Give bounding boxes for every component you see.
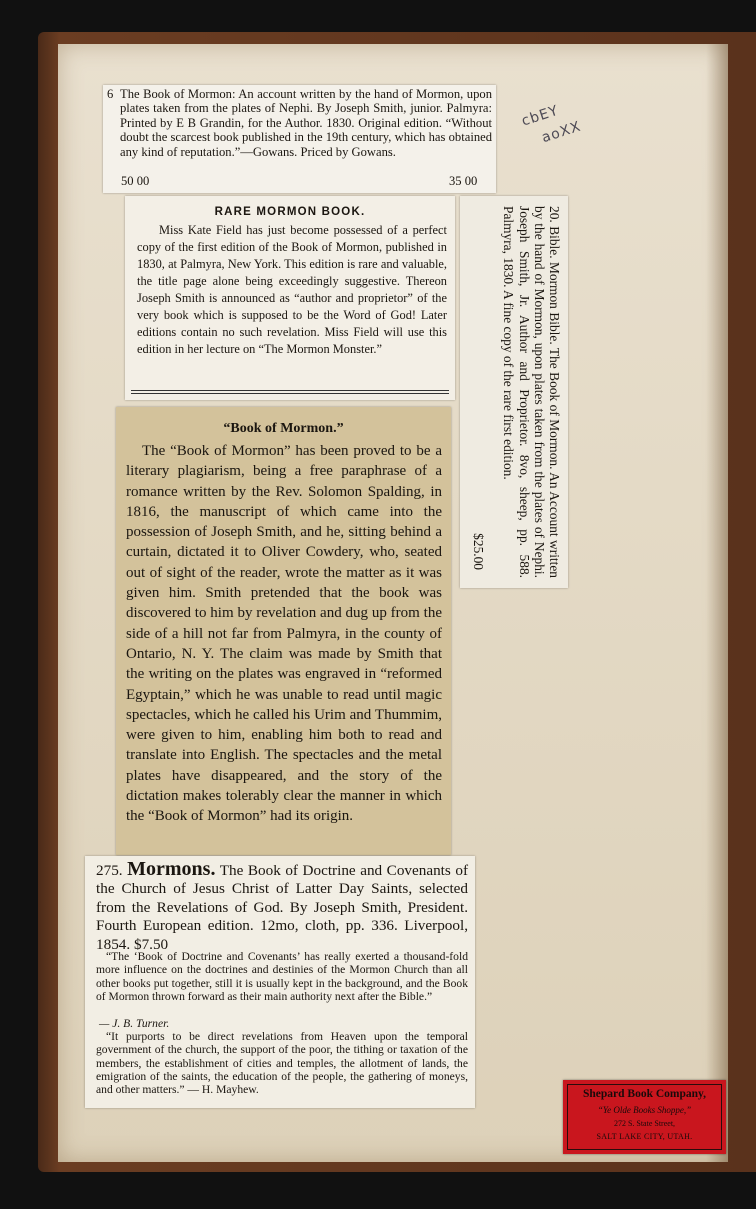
- clipping-book-of-mormon-article: [116, 407, 451, 855]
- lot-number: 6: [107, 87, 114, 101]
- bookseller-label: [563, 1080, 726, 1154]
- listing-price: $25.00: [471, 533, 486, 570]
- article-title: “Book of Mormon.”: [223, 421, 344, 436]
- divider: [131, 393, 449, 394]
- clipping-book-of-mormon-listing: [103, 85, 496, 193]
- article-text: The “Book of Mormon” has been proved to be a literary plagiarism, being a free paraphrase of a romance written by the Rev. Solomon Spalding, in 1816, the manuscript of which came into the possession of Joseph Smith, and he, sitting behind a curtain, dictated it to Oliver Cowdery, who, seated out of sight of the reader, wrote the matter as it was given him. Smith pretended that the book was discovered to him by revelation and dug up from the side of a hill not far from Palmyra, in the county of Ontario, N. Y. The claim was made by Smith that the writing on the plates was engraved in “reformed Egyptain,” which he was unable to read until magic spectacles, which he called his Urim and Thummim, were given to him, enabling him both to read and translate into English. The spectacles and the metal plates have disappeared, and the story of the dictation makes tolerably clear the manner in which the “Book of Mormon” had its origin.: [126, 443, 442, 825]
- quote-turner: “The ‘Book of Doctrine and Covenants’ has really exerted a thousand-fold more influence on the doctrines and destinies of the Mormon Church than all other books put together, still it is usually kept in the background, and the Book of Mormon thrown forward as their main authority next after the Bible.”: [96, 950, 468, 1003]
- price-left: 50 00: [121, 174, 150, 188]
- divider: [131, 390, 449, 391]
- clipping-text: Miss Kate Field has just become possessed of a perfect copy of the first edition of the Book of Mormon, published in 1830, at Palmyra, New York. This edition is rare and valuable, the title page alone being exceedingly suggestive. Thereon Joseph Smith is announced as “author and proprietor” of the very book which is supposed to be the Word of God! Later editions contain no such revelation. Miss Field will use this edition in her lecture on “The Mormon Monster.”: [137, 223, 447, 356]
- pencil-line-2: aoXX: [539, 118, 584, 147]
- quote-attribution: — J. B. Turner.: [99, 1017, 170, 1030]
- lot-number: 275.: [96, 862, 123, 879]
- listing-text: [96, 860, 468, 954]
- quote-mayhew: “It purports to be direct revelations from Heaven upon the temporal government of the church, the support of the poor, the tithing or taxation of the members, the establishment of cities and temples, the allotment of lands, the emigration of the saints, the education of the people, the gathering of moneys, and other matters.” — H. Mayhew.: [96, 1030, 468, 1097]
- clipping-mormon-bible-listing: [460, 196, 568, 588]
- clipping-doctrine-and-covenants-listing: [85, 856, 475, 1108]
- clipping-title: RARE MORMON BOOK.: [214, 206, 366, 218]
- listing-description: The Book of Doctrine and Covenants of the Church of Jesus Christ of Latter Day Saints, selected from the Revelations of God. By Joseph Smith, President. Fourth European edition. 12mo, cloth, pp. 336. Liverpool, 1854. $7.50: [96, 862, 468, 953]
- listing-text: The Book of Mormon: An account written by the hand of Mormon, upon plates taken from the plates of Nephi. By Joseph Smith, junior. Palmyra: Printed by E B Grandin, for the Author. 1830. Original edition. “Without doubt the scarcest book published in the 19th century, which has obtained any kind of reputation.”—Gowans. Priced by Gowans.: [120, 87, 492, 159]
- bookseller-slogan: “Ye Olde Books Shoppe,”: [597, 1105, 692, 1115]
- pencil-line-1: cbEY: [519, 102, 561, 130]
- bookseller-city: SALT LAKE CITY, UTAH.: [596, 1132, 693, 1141]
- listing-heading: Mormons.: [127, 858, 216, 880]
- clipping-rare-mormon-book: [125, 196, 455, 400]
- listing-text: 20. Bible. Mormon Bible. The Book of Mormon. An Account written by the hand of Mormon, upon plates taken from the plates of Nephi. Joseph Smith, Jr. Author and Proprietor. 8vo, sheep, pp. 588. Palmyra, 1830. A fine copy of the rare first edition.: [501, 206, 562, 578]
- price-right: 35 00: [449, 174, 478, 188]
- bookseller-name: Shepard Book Company,: [582, 1088, 707, 1100]
- bookseller-address: 272 S. State Street,: [613, 1119, 676, 1128]
